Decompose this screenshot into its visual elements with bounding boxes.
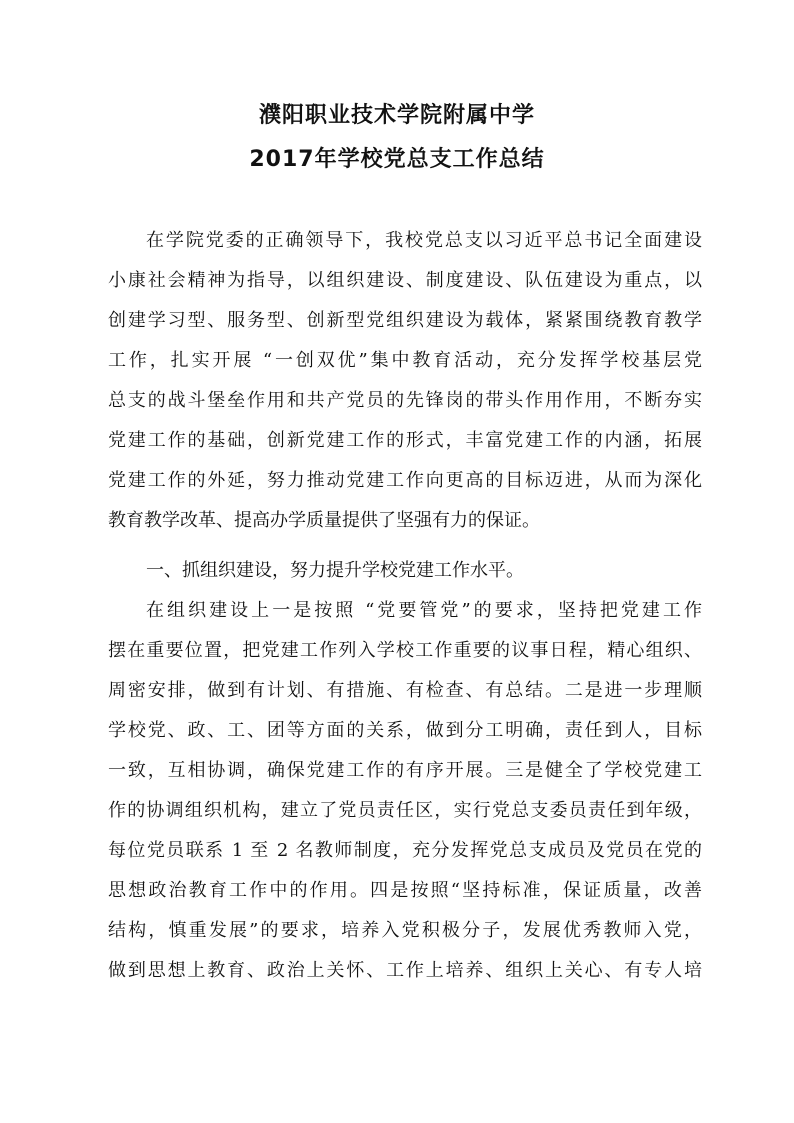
body-text-line: 小康社会精神为指导，以组织建设、制度建设、队伍建设为重点，以 xyxy=(108,270,702,291)
body-text-line: 一致，互相协调，确保党建工作的有序开展。三是健全了学校党建工 xyxy=(108,760,702,781)
body-text-line: 党建工作的基础，创新党建工作的形式，丰富党建工作的内涵，拓展 xyxy=(108,430,702,451)
body-text-line: 结构，慎重发展”的要求，培养入党积极分子，发展优秀教师入党， xyxy=(108,920,702,941)
body-text-line: 作的协调组织机构，建立了党员责任区，实行党总支委员责任到年级， xyxy=(108,800,702,821)
document-title-line-2: 2017年学校党总支工作总结 xyxy=(249,147,545,172)
body-text-line: 党建工作的外延，努力推动党建工作向更高的目标迈进，从而为深化 xyxy=(108,470,702,491)
body-text-line: 做到思想上教育、政治上关怀、工作上培养、组织上关心、有专人培 xyxy=(108,960,702,981)
body-text-line: 总支的战斗堡垒作用和共产党员的先锋岗的带头作用作用，不断夯实 xyxy=(108,390,702,411)
body-text-line: 创建学习型、服务型、创新型党组织建设为载体，紧紧围绕教育教学 xyxy=(108,310,702,331)
body-text-line: 教育教学改革、提高办学质量提供了坚强有力的保证。 xyxy=(108,510,540,531)
body-text-line: 思想政治教育工作中的作用。四是按照“坚持标准，保证质量，改善 xyxy=(108,880,702,901)
body-text-line: 在学院党委的正确领导下，我校党总支以习近平总书记全面建设 xyxy=(146,230,702,251)
body-text-line: 工作，扎实开展 “一创双优”集中教育活动，充分发挥学校基层党 xyxy=(108,350,702,371)
section-heading: 一、抓组织建设，努力提升学校党建工作水平。 xyxy=(146,560,524,581)
body-text-line: 学校党、政、工、团等方面的关系，做到分工明确，责任到人，目标 xyxy=(108,720,702,741)
body-text-line: 在组织建设上一是按照 “党要管党”的要求，坚持把党建工作 xyxy=(146,600,702,621)
document-title-line-1: 濮阳职业技术学院附属中学 xyxy=(258,103,535,128)
body-text-line: 周密安排，做到有计划、有措施、有检查、有总结。二是进一步理顺 xyxy=(108,680,702,701)
body-text-line: 每位党员联系 1 至 2 名教师制度，充分发挥党总支成员及党员在党的 xyxy=(108,840,702,861)
body-text-line: 摆在重要位置，把党建工作列入学校工作重要的议事日程，精心组织、 xyxy=(108,640,702,661)
